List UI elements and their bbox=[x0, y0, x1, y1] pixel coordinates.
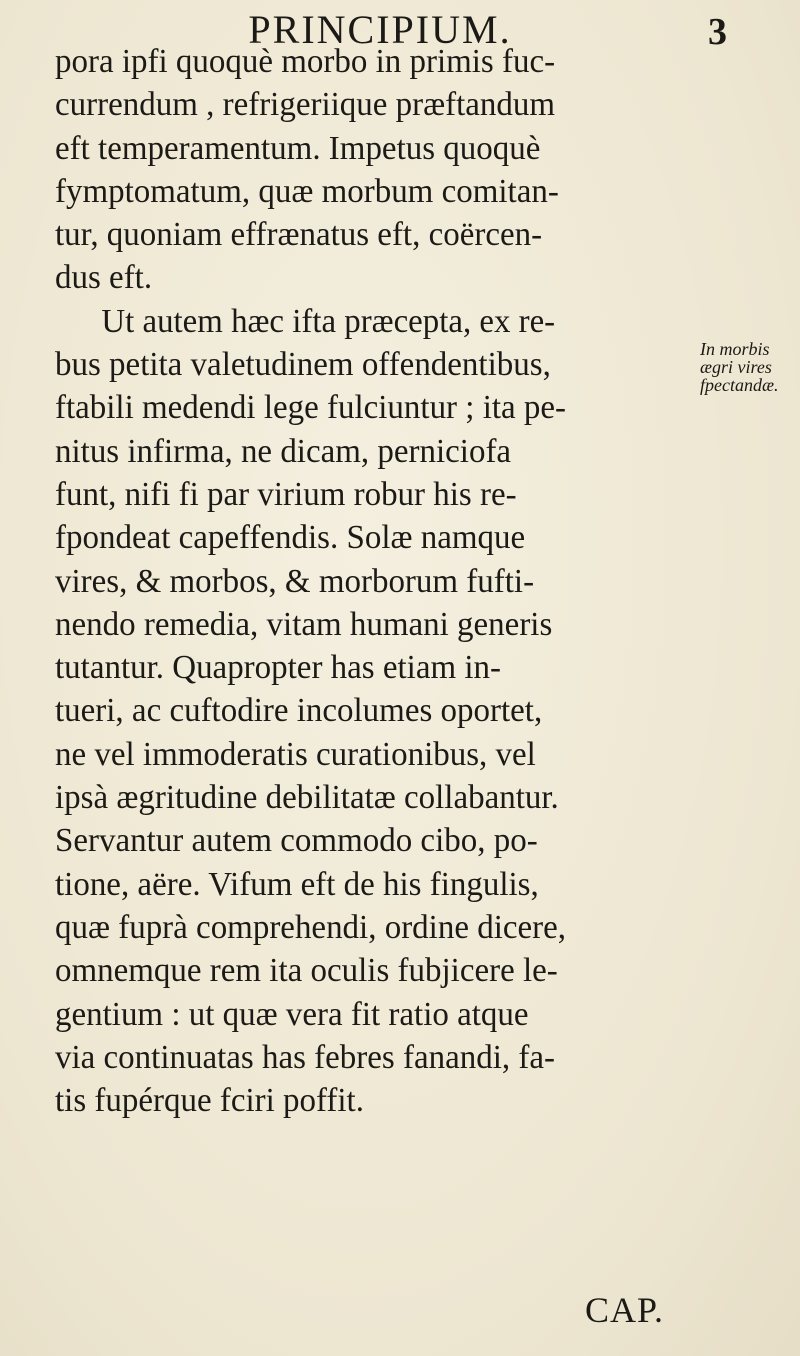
text-line: funt, nifi fi par virium robur his re- bbox=[55, 475, 517, 513]
marginal-note-line: fpectandæ. bbox=[700, 375, 779, 395]
catchword: CAP. bbox=[585, 1290, 665, 1330]
text-line: tione, aëre. Vifum eft de his fingulis, bbox=[55, 865, 539, 903]
text-line: bus petita valetudinem offendentibus, bbox=[55, 346, 551, 384]
text-line: tis fupérque fciri poffit. bbox=[55, 1082, 364, 1120]
text-line: Servantur autem commodo cibo, po- bbox=[55, 822, 538, 860]
running-head: PRINCIPIUM. bbox=[248, 7, 512, 52]
text-line: omnemque rem ita oculis fubjicere le- bbox=[55, 952, 558, 990]
text-line: dus eft. bbox=[55, 259, 153, 297]
marginal-note-line: ægri vires bbox=[700, 357, 772, 377]
body-text bbox=[55, 40, 715, 1122]
text-line: eft temperamentum. Impetus quoquè bbox=[55, 129, 541, 167]
text-line: quæ fuprà comprehendi, ordine dicere, bbox=[55, 908, 567, 946]
text-line: fpondeat capeffendis. Solæ namque bbox=[55, 519, 526, 557]
text-line: ne vel immoderatis curationibus, vel bbox=[55, 735, 536, 773]
marginal-note bbox=[700, 340, 796, 394]
text-line: via continuatas has febres fanandi, fa- bbox=[55, 1038, 555, 1076]
text-line: pora ipfi quoquè morbo in primis fuc- bbox=[55, 43, 556, 80]
marginal-note-line: In morbis bbox=[700, 339, 770, 359]
page-number: 3 bbox=[708, 11, 727, 53]
text-line: tur, quoniam effrænatus eft, coërcen- bbox=[55, 216, 543, 254]
text-line: nendo remedia, vitam humani generis bbox=[55, 605, 553, 643]
text-line: ftabili medendi lege fulciuntur ; ita pe- bbox=[55, 389, 567, 427]
text-line: Ut autem hæc ifta præcepta, ex re- bbox=[101, 302, 556, 340]
text-line: tueri, ac cuftodire incolumes oportet, bbox=[55, 692, 543, 730]
text-line: ipsà ægritudine debilitatæ collabantur. bbox=[55, 779, 559, 817]
text-line: currendum , refrigeriique præftandum bbox=[55, 86, 556, 124]
text-line: gentium : ut quæ vera fit ratio atque bbox=[55, 995, 529, 1033]
text-line: fymptomatum, quæ morbum comitan- bbox=[55, 172, 559, 210]
text-line: tutantur. Quapropter has etiam in- bbox=[55, 649, 502, 687]
text-line: nitus infirma, ne dicam, perniciofa bbox=[55, 432, 512, 470]
text-line: vires, & morbos, & morborum fufti- bbox=[55, 562, 535, 600]
